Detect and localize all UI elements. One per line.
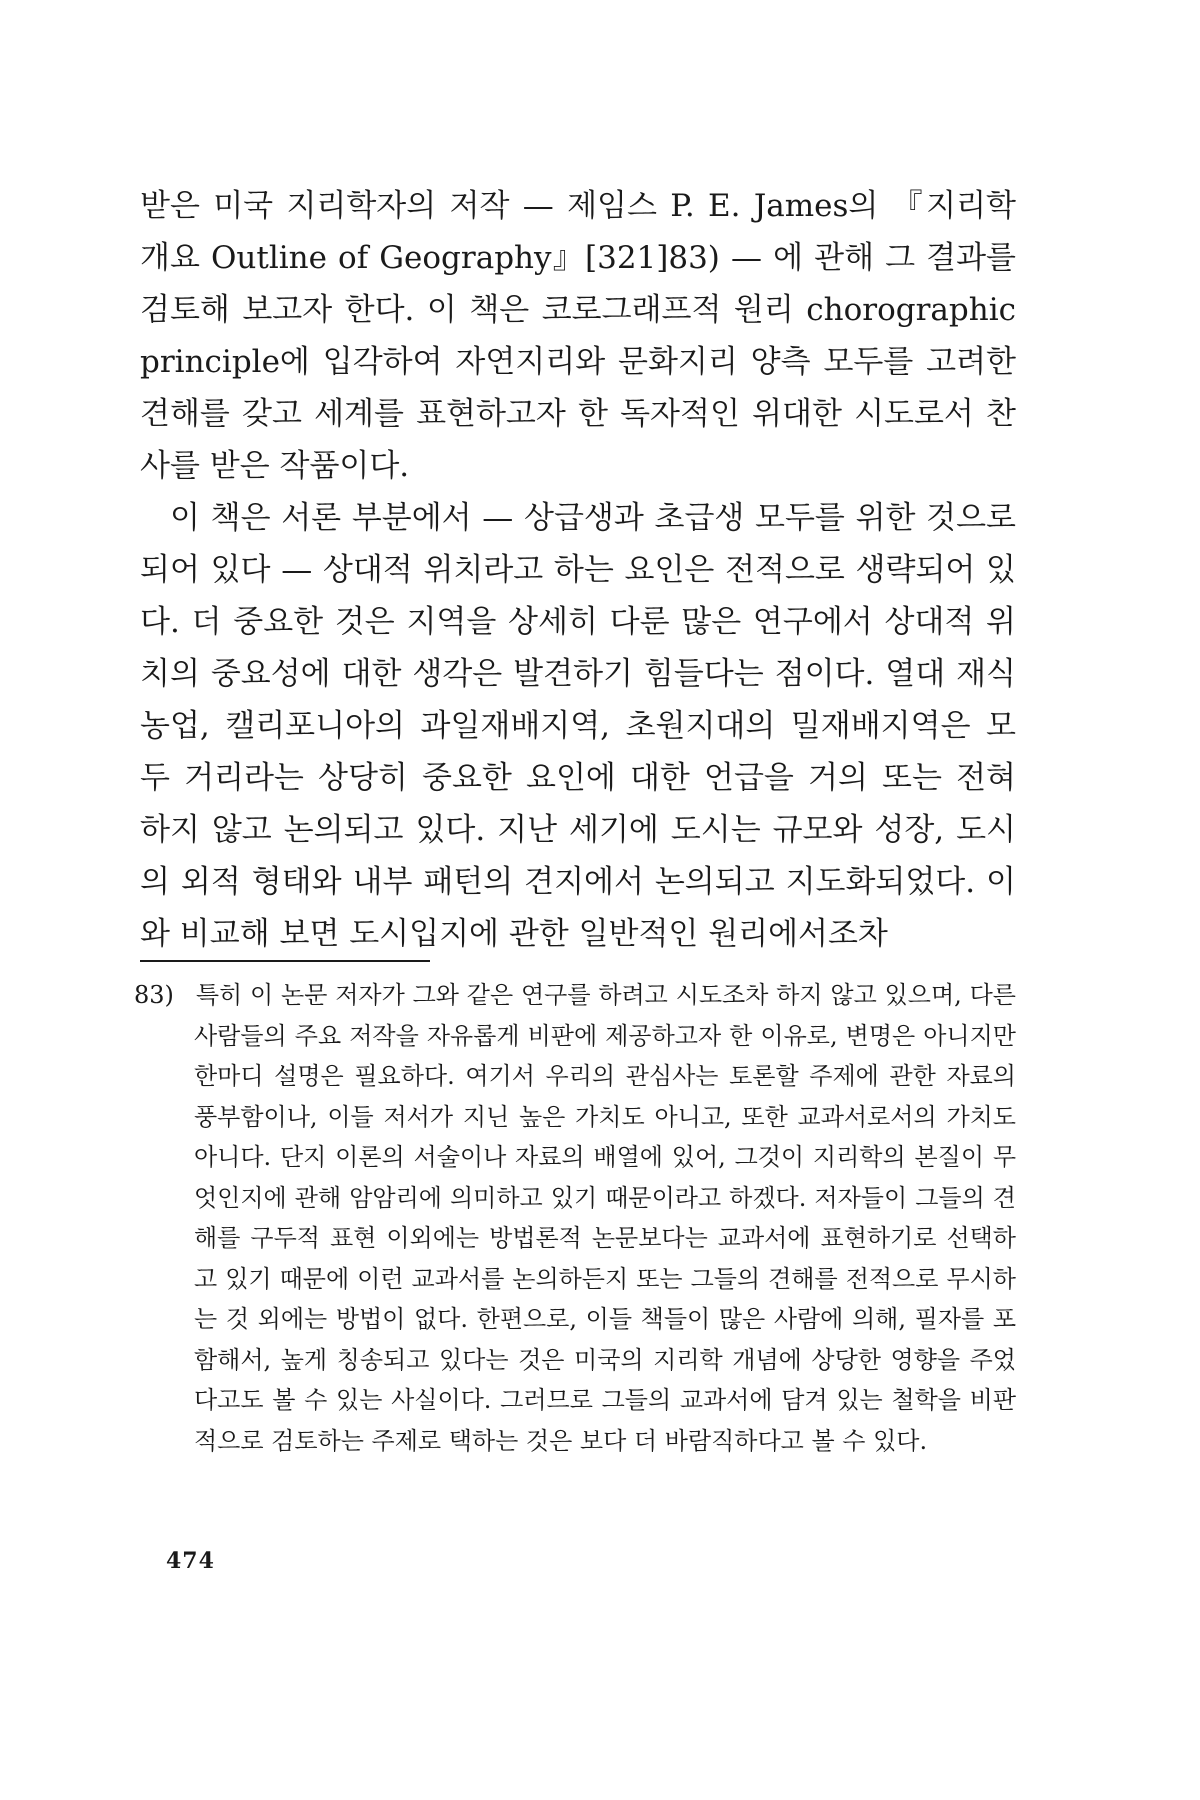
main-text: [140, 180, 1016, 960]
paragraph-2: 이 책은 서론 부분에서 — 상급생과 초급생 모두를 위한 것으로 되어 있다 — 상대적 위치라고 하는 요인은 전적으로 생략되어 있다. 더 중요한 것은 지역을 상세히 다룬 많은 연구에서 상대적 위치의 중요성에 대한 생각은 발견하기 힘들다는 점이다. 열대 재식농업, 캘리포니아의 과일재배지역, 초원지대의 밀재배지역은 모두 거리라는 상당히 중요한 요인에 대한 언급을 거의 또는 전혀 하지 않고 논의되고 있다. 지난 세기에 도시는 규모와 성장, 도시의 외적 형태와 내부 패턴의 견지에서 논의되고 지도화되었다. 이와 비교해 보면 도시입지에 관한 일반적인 원리에서조차: [140, 500, 1016, 952]
footnote-text: 특히 이 논문 저자가 그와 같은 연구를 하려고 시도조차 하지 않고 있으며, 다른 사람들의 주요 저작을 자유롭게 비판에 제공하고자 한 이유로, 변명은 아니지만 한마디 설명은 필요하다. 여기서 우리의 관심사는 토론할 주제에 관한 자료의 풍부함이나, 이들 저서가 지닌 높은 가치도 아니고, 또한 교과서로서의 가치도 아니다. 단지 이론의 서술이나 자료의 배열에 있어, 그것이 지리학의 본질이 무엇인지에 관해 암암리에 의미하고 있기 때문이라고 하겠다. 저자들이 그들의 견해를 구두적 표현 이외에는 방법론적 논문보다는 교과서에 표현하기로 선택하고 있기 때문에 이런 교과서를 논의하든지 또는 그들의 견해를 전적으로 무시하는 것 외에는 방법이 없다. 한편으로, 이들 책들이 많은 사람에 의해, 필자를 포함해서, 높게 칭송되고 있다는 것은 미국의 지리학 개념에 상당한 영향을 주었다고도 볼 수 있는 사실이다. 그러므로 그들의 교과서에 담겨 있는 철학을 비판적으로 검토하는 주제로 택하는 것은 보다 더 바람직하다고 볼 수 있다.: [194, 981, 1016, 1455]
footnote-number: 83): [134, 981, 174, 1009]
page-number: 474: [166, 1548, 215, 1574]
footnote-divider: [140, 960, 430, 962]
footnote-body: [134, 975, 1016, 1461]
paragraph-1: 받은 미국 지리학자의 저작 — 제임스 P. E. James의 『지리학 개요 Outline of Geography』[321]83) — 에 관해 그 결과를 검토해 보고자 한다. 이 책은 코로그래프적 원리 chorographic principle에 입각하여 자연지리와 문화지리 양측 모두를 고려한 견해를 갖고 세계를 표현하고자 한 독자적인 위대한 시도로서 찬사를 받은 작품이다.: [140, 188, 1016, 484]
footnote: [134, 975, 1016, 1461]
